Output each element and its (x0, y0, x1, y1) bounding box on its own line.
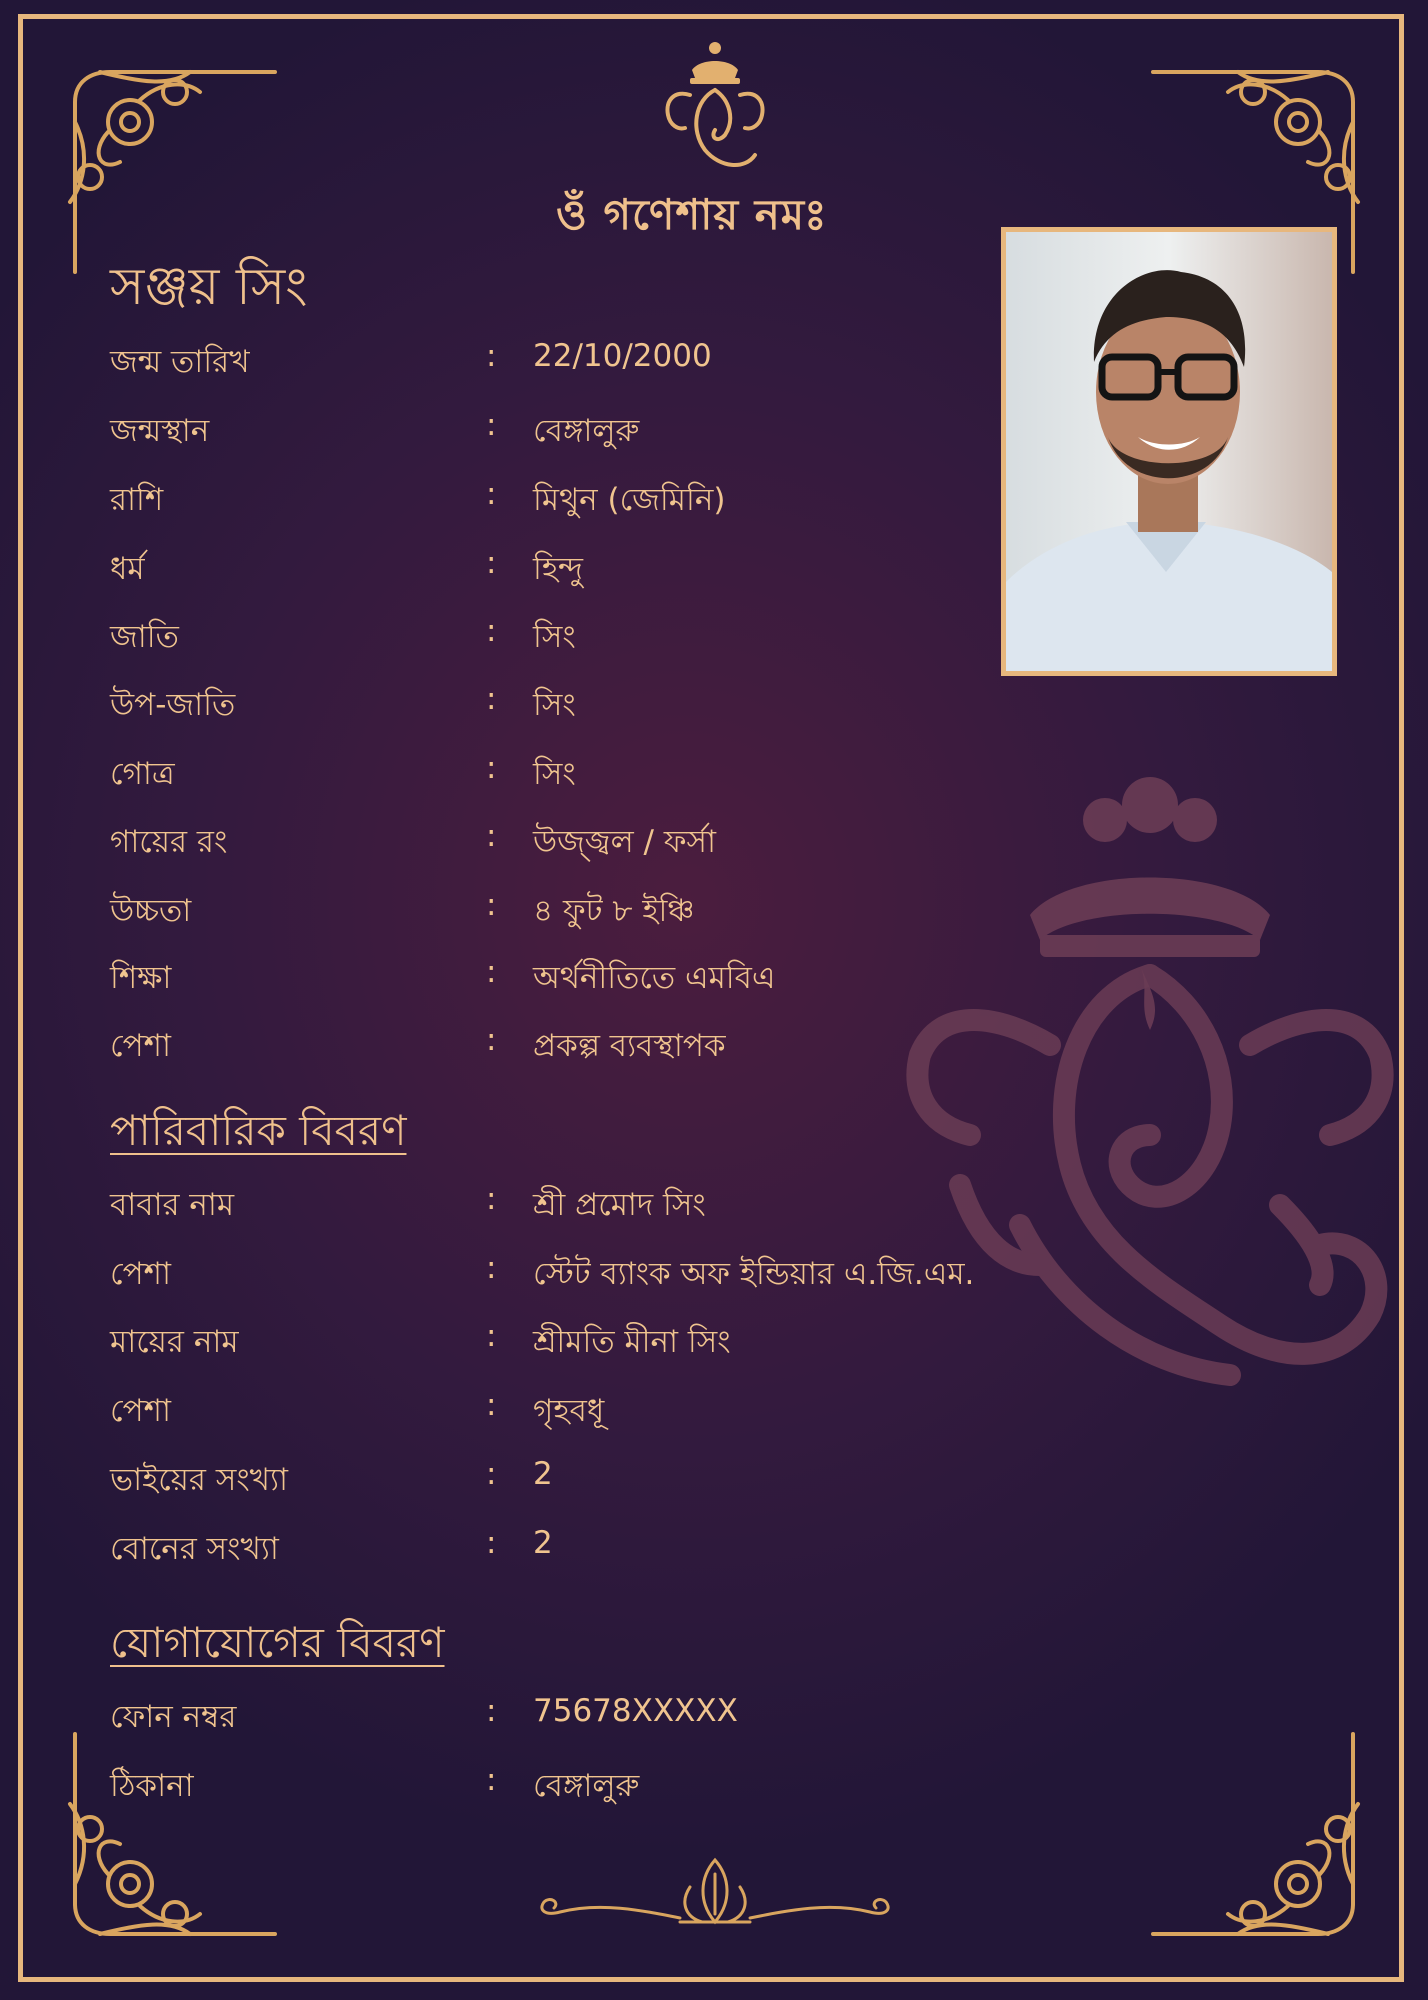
field-label: পেশা (110, 1256, 171, 1292)
field-label: বাবার নাম (110, 1187, 235, 1223)
field-label: জন্মস্থান (110, 413, 210, 449)
field-separator: : (486, 1693, 497, 1729)
field-separator: : (486, 1181, 497, 1217)
field-value: শ্রী প্রমোদ সিং (533, 1187, 706, 1223)
field-label: পেশা (110, 1028, 171, 1064)
field-label: ধর্ম (110, 551, 145, 587)
field-value: ৪ ফুট ৮ ইঞ্চি (533, 893, 695, 929)
family-details-heading: পারিবারিক বিবরণ (110, 1106, 407, 1155)
corner-flourish-icon (1148, 1724, 1368, 1944)
candidate-name: সঞ্জয় সিং (110, 257, 308, 317)
corner-flourish-icon (60, 1724, 280, 1944)
field-value: স্টেট ব্যাংক অফ ইন্ডিয়ার এ.জি.এম. (533, 1256, 975, 1292)
field-label: ফোন নম্বর (110, 1699, 237, 1735)
field-label: শিক্ষা (110, 960, 172, 996)
field-separator: : (486, 750, 497, 786)
field-separator: : (486, 818, 497, 854)
field-value: প্রকল্প ব্যবস্থাপক (533, 1028, 726, 1064)
field-label: ভাইয়ের সংখ্যা (110, 1462, 288, 1498)
field-separator: : (486, 1022, 497, 1058)
field-separator: : (486, 1525, 497, 1561)
field-label: ঠিকানা (110, 1768, 194, 1804)
field-separator: : (486, 1387, 497, 1423)
field-value: গৃহবধূ (533, 1393, 605, 1429)
field-value: বেঙ্গালুরু (533, 1768, 640, 1804)
field-label: রাশি (110, 482, 164, 518)
field-label: উচ্চতা (110, 893, 192, 929)
field-separator: : (486, 476, 497, 512)
field-label: উপ-জাতি (110, 687, 236, 723)
field-separator: : (486, 954, 497, 990)
field-label: গায়ের রং (110, 824, 228, 860)
field-value: উজ্জ্বল / ফর্সা (533, 824, 716, 860)
field-value: মিথুন (জেমিনি) (533, 482, 726, 518)
field-label: বোনের সংখ্যা (110, 1531, 279, 1567)
profile-photo-illustration (1006, 232, 1332, 671)
profile-photo (1001, 227, 1337, 676)
field-value: বেঙ্গালুরু (533, 413, 640, 449)
field-value: অর্থনীতিতে এমবিএ (533, 960, 776, 996)
field-value: হিন্দু (533, 551, 584, 587)
field-value: সিং (533, 756, 576, 792)
field-separator: : (486, 681, 497, 717)
field-separator: : (486, 1250, 497, 1286)
field-separator: : (486, 338, 497, 374)
field-separator: : (486, 613, 497, 649)
field-separator: : (486, 887, 497, 923)
field-separator: : (486, 1456, 497, 1492)
bottom-flourish-icon (530, 1852, 900, 1930)
field-label: পেশা (110, 1393, 171, 1429)
field-value: 75678XXXXX (533, 1693, 738, 1729)
field-value: শ্রীমতি মীনা সিং (533, 1324, 731, 1360)
field-label: জন্ম তারিখ (110, 344, 250, 380)
field-value: 2 (533, 1456, 553, 1492)
field-label: মায়ের নাম (110, 1324, 239, 1360)
field-label: জাতি (110, 619, 179, 655)
ganesha-icon (660, 40, 770, 180)
contact-details-heading: যোগাযোগের বিবরণ (110, 1618, 445, 1667)
field-value: সিং (533, 687, 576, 723)
invocation-heading: ওঁ গণেশায় নমঃ (556, 190, 828, 239)
field-value: 22/10/2000 (533, 338, 712, 374)
field-label: গোত্র (110, 756, 175, 792)
field-separator: : (486, 1318, 497, 1354)
field-separator: : (486, 407, 497, 443)
field-separator: : (486, 545, 497, 581)
field-value: 2 (533, 1525, 553, 1561)
field-value: সিং (533, 619, 576, 655)
field-separator: : (486, 1762, 497, 1798)
